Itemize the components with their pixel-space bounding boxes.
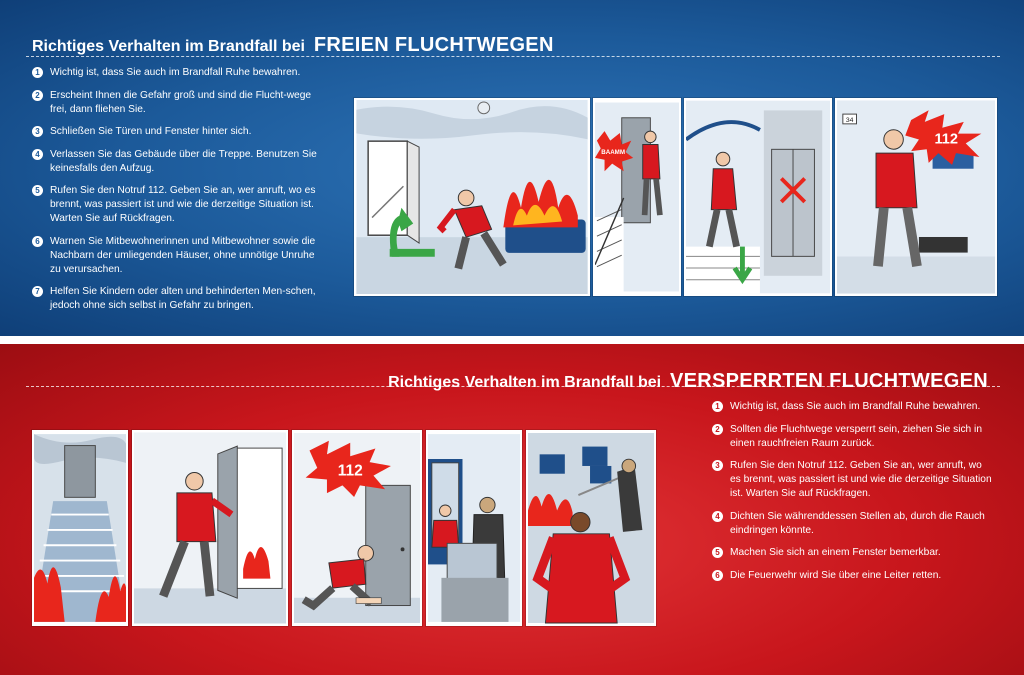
step-item xyxy=(32,66,324,80)
illustration-call-112 xyxy=(835,98,997,296)
step-text: Rufen Sie den Notruf 112. Geben Sie an, wer anruft, wo es brennt, was passiert ist und wie die derzeitige Situation ist. Warten Sie auf Rückfragen. xyxy=(50,185,316,224)
step-text: Schließen Sie Türen und Fenster hinter sich. xyxy=(50,126,252,137)
blocked-escape-routes-heading xyxy=(388,358,988,395)
blocked-escape-steps-list xyxy=(712,400,994,591)
blocked-stairs-scene xyxy=(34,432,126,624)
step-text: Sollten die Fluchtwege versperrt sein, ziehen Sie sich in einen rauchfreien Raum zurück. xyxy=(730,423,982,449)
illustration-window-signal xyxy=(526,430,656,626)
step-item xyxy=(712,423,994,451)
step-number-badge: 3 xyxy=(32,126,43,137)
step-text: Helfen Sie Kindern oder alten und behinderten Men-schen, jedoch ohne sich selbst in Gefahr zu bringen. xyxy=(50,286,316,311)
step-number-badge: 1 xyxy=(712,401,723,412)
call-112-scene xyxy=(837,100,995,294)
step-number-badge: 6 xyxy=(32,236,43,247)
step-item xyxy=(32,285,324,313)
doormat xyxy=(919,237,968,253)
heading-emphasis: VERSPERRTEN FLUCHTWEGEN xyxy=(669,370,988,392)
step-text: Die Feuerwehr wird Sie über eine Leiter retten. xyxy=(730,569,942,581)
dashed-divider xyxy=(26,386,1000,387)
section-gap xyxy=(0,336,1024,344)
person-back xyxy=(545,534,617,623)
illustration-close-door xyxy=(593,98,681,296)
step-text: Wichtig ist, dass Sie auch im Brandfall Ruhe bewahren. xyxy=(50,67,301,78)
step-item xyxy=(712,569,994,583)
step-number-badge: 5 xyxy=(712,547,723,558)
step-number-badge: 2 xyxy=(32,90,43,101)
heading-emphasis: FREIEN FLUCHTWEGEN xyxy=(313,34,554,56)
step-item xyxy=(32,148,324,176)
step-text: Machen Sie sich an einem Fenster bemerkbar. xyxy=(730,547,941,558)
step-number-badge: 6 xyxy=(712,570,723,581)
step-text: Dichten Sie währenddessen Stellen ab, durch die Rauch eindringen könnte. xyxy=(730,510,985,536)
step-item xyxy=(32,125,324,139)
free-escape-steps-list xyxy=(32,66,324,322)
step-number-badge: 4 xyxy=(712,511,723,522)
illustration-seal-door xyxy=(292,430,422,626)
blocked-escape-routes-section xyxy=(0,344,1024,675)
step-number-badge: 2 xyxy=(712,424,723,435)
heading-lead: Richtiges Verhalten im Brandfall bei xyxy=(388,374,662,391)
dashed-divider xyxy=(26,56,1000,57)
illustration-retreat-room xyxy=(132,430,288,626)
step-item xyxy=(32,235,324,277)
step-number-badge: 7 xyxy=(32,286,43,297)
step-text: Rufen Sie den Notruf 112. Geben Sie an, wer anruft, wo es brennt, was passiert ist und wie die derzeitige Situation ist. Warten Sie auf Rückfragen. xyxy=(730,460,992,499)
free-escape-routes-heading xyxy=(32,22,554,59)
step-text: Wichtig ist, dass Sie auch im Brandfall Ruhe bewahren. xyxy=(730,401,981,412)
step-item xyxy=(32,89,324,117)
step-number-badge: 3 xyxy=(712,460,723,471)
retreat-room-scene xyxy=(134,432,286,624)
firefighter-scene xyxy=(428,432,520,624)
illustration-blocked-stairs xyxy=(32,430,128,626)
step-item xyxy=(712,459,994,501)
person-head xyxy=(458,190,474,206)
step-text: Verlassen Sie das Gebäude über die Treppe. Benutzen Sie keinesfalls den Aufzug. xyxy=(50,148,317,174)
towel xyxy=(356,598,381,604)
step-item xyxy=(712,400,994,414)
close-door-scene xyxy=(595,100,679,294)
bang-label: BAAMM xyxy=(601,149,625,157)
stairs-scene xyxy=(686,100,830,294)
step-text: Warnen Sie Mitbewohnerinnen und Mitbewohner sowie die Nachbarn der umliegenden Häuser, ohne unnötige Unruhe zu verursachen. xyxy=(50,235,316,275)
step-text: Erscheint Ihnen die Gefahr groß und sind die Flucht-wege frei, dann fliehen Sie. xyxy=(50,89,312,115)
flee-fire-scene xyxy=(356,100,588,294)
door xyxy=(218,446,237,598)
window-signal-scene xyxy=(528,432,654,624)
step-item xyxy=(712,510,994,538)
emergency-number: 112 xyxy=(337,462,363,480)
heading-lead: Richtiges Verhalten im Brandfall bei xyxy=(32,38,305,55)
door-number: 34 xyxy=(845,116,854,124)
step-item xyxy=(712,546,994,560)
step-item xyxy=(32,184,324,226)
step-number-badge: 1 xyxy=(32,67,43,78)
door xyxy=(366,485,411,605)
step-number-badge: 4 xyxy=(32,149,43,160)
free-escape-routes-section xyxy=(0,0,1024,336)
illustration-firefighter-rescue xyxy=(426,430,522,626)
smoke-detector-icon xyxy=(478,102,490,114)
emergency-number: 112 xyxy=(934,131,959,148)
step-number-badge: 5 xyxy=(32,185,43,196)
illustration-use-stairs xyxy=(684,98,832,296)
illustration-flee-fire xyxy=(354,98,590,296)
seal-door-scene xyxy=(294,432,420,624)
